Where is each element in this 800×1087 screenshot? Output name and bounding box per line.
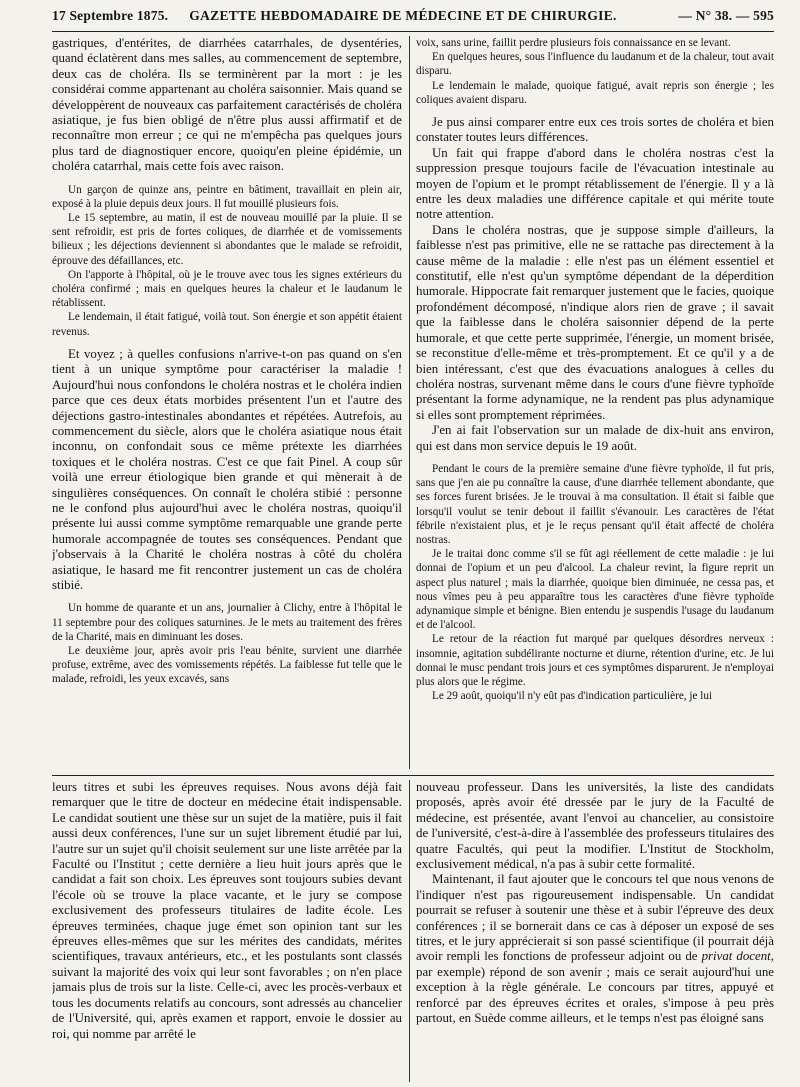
header-date: 17 Septembre 1875. xyxy=(52,8,169,23)
observation-paragraph: Le deuxième jour, après avoir pris l'eau bénite, survient une diarrhée profuse, extrême, avec des vomissements répétés. La faiblesse fut telle que le malade, refroidi, les yeux excavés, sans xyxy=(52,645,402,686)
text-run: , par exemple) répond de son avenir ; mais ce serait aujourd'hui une exception à la règle générale. Le concours par titres, appuyé et renforcé par des épreuves écrites et orales, s'impose à peu près partout, en Suède comme ailleurs, et le temps n'est pas éloigné sans xyxy=(416,949,774,1026)
paragraph: Je pus ainsi comparer entre eux ces trois sortes de choléra et bien constater toutes leurs différences. xyxy=(416,115,774,145)
observation-paragraph: Un garçon de quinze ans, peintre en bâtiment, travaillait en plein air, exposé à la pluie depuis deux jours. Il fut mouillé plusieurs fois. xyxy=(52,183,402,210)
observation-paragraph: En quelques heures, sous l'influence du laudanum et de la chaleur, tout avait disparu. xyxy=(416,51,774,78)
observation-paragraph: Un homme de quarante et un ans, journalier à Clichy, entre à l'hôpital le 11 septembre pour des coliques saturnines. Je le mets au traitement des frères de la Charité, mais en diminuant les doses. xyxy=(52,602,402,643)
observation-paragraph: Le lendemain le malade, quoique fatigué, avait repris son énergie ; les coliques avaient disparu. xyxy=(416,79,774,106)
paragraph: nouveau professeur. Dans les universités, la liste des candidats proposés, après avoir été dressée par le jury de la Faculté de médecine, est présentée, avant l'envoi au chancelier, au consistoire de l'université, c'est-à-dire à l'assemblée des professeurs titulaires des quatre Facultés, qui peut la modifier. L'Institut de Stockholm, exclusivement médical, n'a pas à subir cette formalité. xyxy=(416,780,774,872)
observation-paragraph: Le 15 septembre, au matin, il est de nouveau mouillé par la pluie. Il se sent refroidir, est pris de fortes coliques, de diarrhée et de vomissements bilieux ; les déjections deviennent si abondantes que le malade se refroidit, éprouve des défaillances, etc. xyxy=(52,212,402,267)
bottom-right-column xyxy=(416,780,774,1082)
observation-paragraph: On l'apporte à l'hôpital, où je le trouve avec tous les signes extérieurs du choléra confirmé ; mais en quelques heures la chaleur et le laudanum le rétablissent. xyxy=(52,268,402,310)
observation-paragraph: Pendant le cours de la première semaine d'une fièvre typhoïde, il fut pris, sans que j'en aie pu connaître la cause, d'une diarrhée tellement abondante, que ses forces furent brisées. Je le trouvai à ma consultation. Il était si faible que lorsqu'il voulut se tenir debout il faillit s'évanouir. Les caractères de l'état fébrile n'existaient plus, et je le reçus pensant qu'il était affecté de choléra nostras. xyxy=(416,462,774,546)
observation-paragraph: voix, sans urine, faillit perdre plusieurs fois connaissance en se levant. xyxy=(416,37,731,49)
header-issue: — N° 38. — 595 xyxy=(678,8,774,23)
top-left-column xyxy=(52,36,402,769)
paragraph: leurs titres et subi les épreuves requises. Nous avons déjà fait remarquer que le titre de docteur en médecine était indispensable. Le candidat soutient une thèse sur un sujet de la matière, puis il fait aussi deux conférences, l'une sur un sujet librement étudié par lui, l'autre sur un sujet qu'il choisit seulement sur une liste arrêtée par la Faculté ou l'Institut ; cette dernière a lieu huit jours après que le candidat a fait son choix. Les épreuves sont toujours subies devant l'école où se trouve la place vacante, et le jury se compose exclusivement des professeurs titulaires de ladite école. Les épreuves terminées, chaque juge émet son opinion tant sur les épreuves elles-mêmes que sur les mérites des candidats, mérites scientifiques, travaux antérieurs, etc., et les postulants sont classés suivant la majorité des voix qui leur sont favorables ; on n'en place jamais plus de trois sur la liste. Celle-ci, avec les procès-verbaux et tous les documents relatifs au concours, sont adressés au chancelier de l'Université, qui, après examen et rapport, envoie le dossier au roi, qui nomme par arrêté le xyxy=(52,780,402,1041)
observation-paragraph: Je le traitai donc comme s'il se fût agi réellement de cette maladie : je lui donnai de l'opium et un peu d'alcool. La chaleur revint, la figure reprit un aspect plus naturel ; mais la diarrhée, quoique bien diminuée, ne cessa pas, et nous vîmes peu à peu apparaître tous les caractères d'une fièvre typhoïde adynamique simple et bénigne. Bien entendu je suspendis l'usage du laudanum et de l'alcool. xyxy=(416,548,774,632)
page-header xyxy=(52,8,774,30)
header-rule xyxy=(52,31,774,32)
text-run: Maintenant, il faut ajouter que le concours tel que nous venons de l'indiquer n'est pas rigoureusement indispensable. Un candidat pourrait se refuser à soutenir une thèse et à subir l'épreuve des deux conférences ; il se bornerait dans ce cas à déposer un exposé de ses titres, et le jury apprécierait si son passé scientifique (il pourrait déjà avoir rempli les fonctions de professeur adjoint ou de xyxy=(416,872,774,964)
header-title: GAZETTE HEBDOMADAIRE DE MÉDECINE ET DE CHIRURGIE. xyxy=(189,8,617,23)
italic-term: privat docent xyxy=(701,949,771,964)
paragraph: J'en ai fait l'observation sur un malade de dix-huit ans environ, qui est dans mon service depuis le 19 août. xyxy=(416,423,774,453)
column-divider xyxy=(409,36,410,769)
paragraph: Et voyez ; à quelles confusions n'arrive-t-on pas quand on s'en tient à un unique symptôme pour caractériser la maladie ! Aujourd'hui nous confondons le choléra nostras et le choléra indien parce que ces deux états morbides présentent l'un et l'autre des déjections gastro-intestinales abondantes et répétées. Autrefois, au commencement du siècle, alors que le choléra asiatique nous était inconnu, on confondait sous ce même prétexte les diarrhées toxiques et le choléra nostras. C'est ce que fait Pinel. A coup sûr voilà une erreur étiologique bien grande et qui mènerait à de singulières conséquences. On connaît le choléra stibié : personne ne le confond plus aujourd'hui avec le choléra nostras, quoiqu'il présente lui aussi comme symptôme remarquable une grande perte humorale accompagnée de toutes ses conséquences. Pendant que j'observais à la Charité le choléra nostras à côté du choléra asiatique, le hasard me fit rencontrer justement un cas de choléra stibié. xyxy=(52,346,402,592)
column-divider xyxy=(409,780,410,1082)
paragraph: Un fait qui frappe d'abord dans le choléra nostras c'est la suppression presque toujours facile de l'évacuation intestinale au moyen de l'opium et le prompt rétablissement de l'énergie. Il y a là entre les deux maladies une différence capitale et qui mérite toute notre attention. xyxy=(416,145,774,222)
observation-paragraph: Le retour de la réaction fut marqué par quelques désordres nerveux : insomnie, agitation subdélirante nocturne et diurne, rétention d'urine, etc. Je lui donnai le musc pendant trois jours et ces symptômes disparurent. Je n'employai plus alors que le régime. xyxy=(416,633,774,688)
observation-paragraph: Le 29 août, quoiqu'il n'y eût pas d'indication particulière, je lui xyxy=(432,690,713,703)
section-rule xyxy=(52,775,774,776)
observation-paragraph: Le lendemain, il était fatigué, voilà tout. Son énergie et son appétit étaient revenus. xyxy=(52,311,402,338)
top-right-column xyxy=(416,36,774,769)
paragraph: Dans le choléra nostras, que je suppose simple d'ailleurs, la faiblesse n'est pas primitive, elle ne se rattache pas directement à la cause même de la maladie : elle n'est pas un élément essentiel et constitutif, elle n'est qu'un symptôme dépendant de la déperdition humorale. Hippocrate fait remarquer justement que le facies, quoique profondément décomposé, n'indique alors rien de grave ; il savait que la faiblesse dans le choléra saisonnier dépend de la perte humorale, et que cette perte supprimée, l'énergie, un moment brisée, se reconstitue d'elle-même et très-promptement. Et ce qu'il y a de bien intéressant, c'est que des évacuations analogues à celles du choléra nostras, survenant même dans le cours d'une fièvre typhoïde présentant la forme adynamique, ne la rendent pas plus adynamique si elles sont promptement réprimées. xyxy=(416,222,774,422)
paragraph xyxy=(416,872,774,1026)
paragraph: gastriques, d'entérites, de diarrhées catarrhales, de dysentéries, quand éclatèrent dans mes salles, au commencement de septembre, deux cas de choléra. Ils se terminèrent par la mort : je les considérai comme appartenant au choléra saisonnier. Mais quand se développèrent de nouveaux cas parfaitement caractérisés de choléra asiatique, je fus bien obligé de n'être plus aussi affirmatif et de reconnaître mon erreur ; ce qui ne m'empêcha pas quelques jours plus tard de diagnostiquer encore, quoiqu'en pleine épidémie, un choléra catarrhal, mais cette fois avec raison. xyxy=(52,36,402,174)
bottom-left-column xyxy=(52,780,402,1082)
